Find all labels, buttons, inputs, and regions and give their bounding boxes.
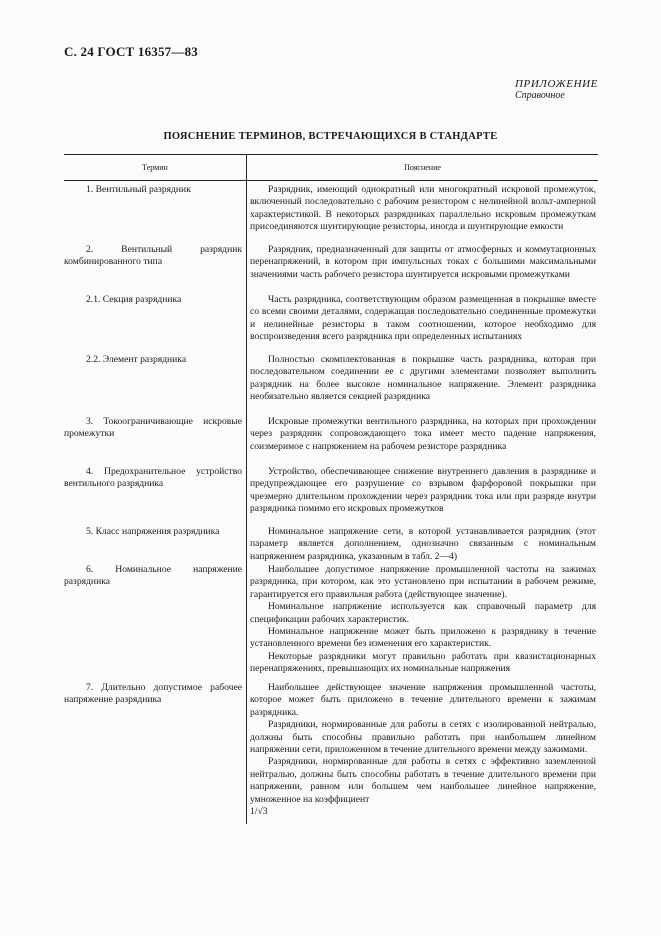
- column-divider: [246, 154, 247, 824]
- term-cell: 2. Вентильный разрядник комбинированного типа: [64, 244, 242, 268]
- term-cell: 2.2. Элемент разрядника: [86, 354, 187, 365]
- explanation-cell: Наибольшее действующее значение напряжения промышленной частоты, которое может быть приложено в течение длительного времени к зажимам разрядника. Разрядники, нормированные для работы в сетях с изолированной нейтралью, должны быть способны правильно работать при наибольшем линейном напряжении сети, приложенном в течение длительного времени между зажимами. Разрядники, нормированные для работы в сетях с эффективно заземленной нейтралью, должны быть способны работать в течение длительного времени при напряжении, равном или большем чем наибольшее линейное напряжение, умноженное на коэффициент 1/√3: [250, 682, 596, 818]
- term-cell: 2.1. Секция разрядника: [86, 294, 182, 305]
- explanation-cell: Наибольшее допустимое напряжение промышленной частоты на зажимах разрядника, при котором, как это установлено при испытании в рабочем режиме, гарантируется его правильная работа (действующее значение). Номинальное напряжение используется как справочный параметр для спецификации рабочих характеристик. Номинальное напряжение может быть приложено к разряднику в течение установленного времени без изменения его характеристик. Некоторые разрядники могут правильно работать при квазистационарных перенапряжениях, превышающих их номинальные напряжения: [250, 564, 596, 675]
- table-header: [64, 154, 598, 181]
- appendix-label-block: [515, 78, 598, 101]
- explanation-cell: Номинальное напряжение сети, в которой устанавливается разрядник (этот параметр является дополнением, однозначно связанным с номинальным напряжением разрядника, указанным в табл. 2—4): [250, 526, 596, 562]
- explanation-cell: Устройство, обеспечивающее снижение внутреннего давления в разряднике и предупреждающее его разрушение со взрывом фарфоровой покрышки при чрезмерно длительном прохождении через разрядник тока или при разряде внутри разрядника помимо его искровых промежутков: [250, 466, 596, 515]
- page-title: ПОЯСНЕНИЕ ТЕРМИНОВ, ВСТРЕЧАЮЩИХСЯ В СТАНДАРТЕ: [163, 131, 498, 142]
- explanation-cell: Полностью скомплектованная в покрышке часть разрядника, которая при последовательном соединении ее с другими элементами позволяет выполнить разрядник на более высокое номинальное напряжение. Элемент разрядника необязательно является секцией разрядника: [250, 354, 596, 403]
- term-cell: 1. Вентильный разрядник: [86, 184, 191, 195]
- term-cell: 6. Номинальное напряжение разрядника: [64, 564, 242, 588]
- term-cell: 5. Класс напряжения разрядника: [86, 526, 220, 537]
- column-header-explanation: Пояснение: [404, 163, 441, 172]
- column-header-term: Термин: [142, 163, 168, 172]
- term-cell: 4. Предохранительное устройство вентильного разрядника: [64, 466, 242, 490]
- term-cell: 7. Длительно допустимое рабочее напряжение разрядника: [64, 682, 242, 706]
- coefficient-formula: 1/√3: [250, 806, 268, 818]
- appendix-label: ПРИЛОЖЕНИЕ: [515, 78, 598, 90]
- explanation-cell: Разрядник, предназначенный для защиты от атмосферных и коммутационных перенапряжений, в котором при импульсных токах с большими максимальными значениями часть рабочего резистора шунтируется искровыми промежутками: [250, 244, 596, 280]
- explanation-cell: Искровые промежутки вентильного разрядника, на которых при прохождении через разрядник сопровождающего тока имеет место падение напряжения, соизмеримое с напряжением на рабочем резисторе разрядника: [250, 416, 596, 452]
- page-header: С. 24 ГОСТ 16357—83: [64, 44, 198, 59]
- appendix-sublabel: Справочное: [515, 90, 565, 101]
- term-cell: 3. Токоограничивающие искровые промежутки: [64, 416, 242, 440]
- explanation-cell: Разрядник, имеющий однократный или многократный искровой промежуток, включенный последовательно с рабочим резистором с нелинейной вольт-амперной характеристикой. В некоторых разрядниках параллельно искровым промежуткам присоединяются шунтирующие резисторы, иногда и шунтирующие емкости: [250, 184, 596, 233]
- terms-table: [64, 154, 598, 818]
- explanation-cell: Часть разрядника, соответствующим образом размещенная в покрышке вместе со всеми своими деталями, содержащая последовательно соединенные промежутки и нелинейные резисторы в таком соотношении, которое необходимо для воспроизведения всего разрядника при определенных испытаниях: [250, 294, 596, 343]
